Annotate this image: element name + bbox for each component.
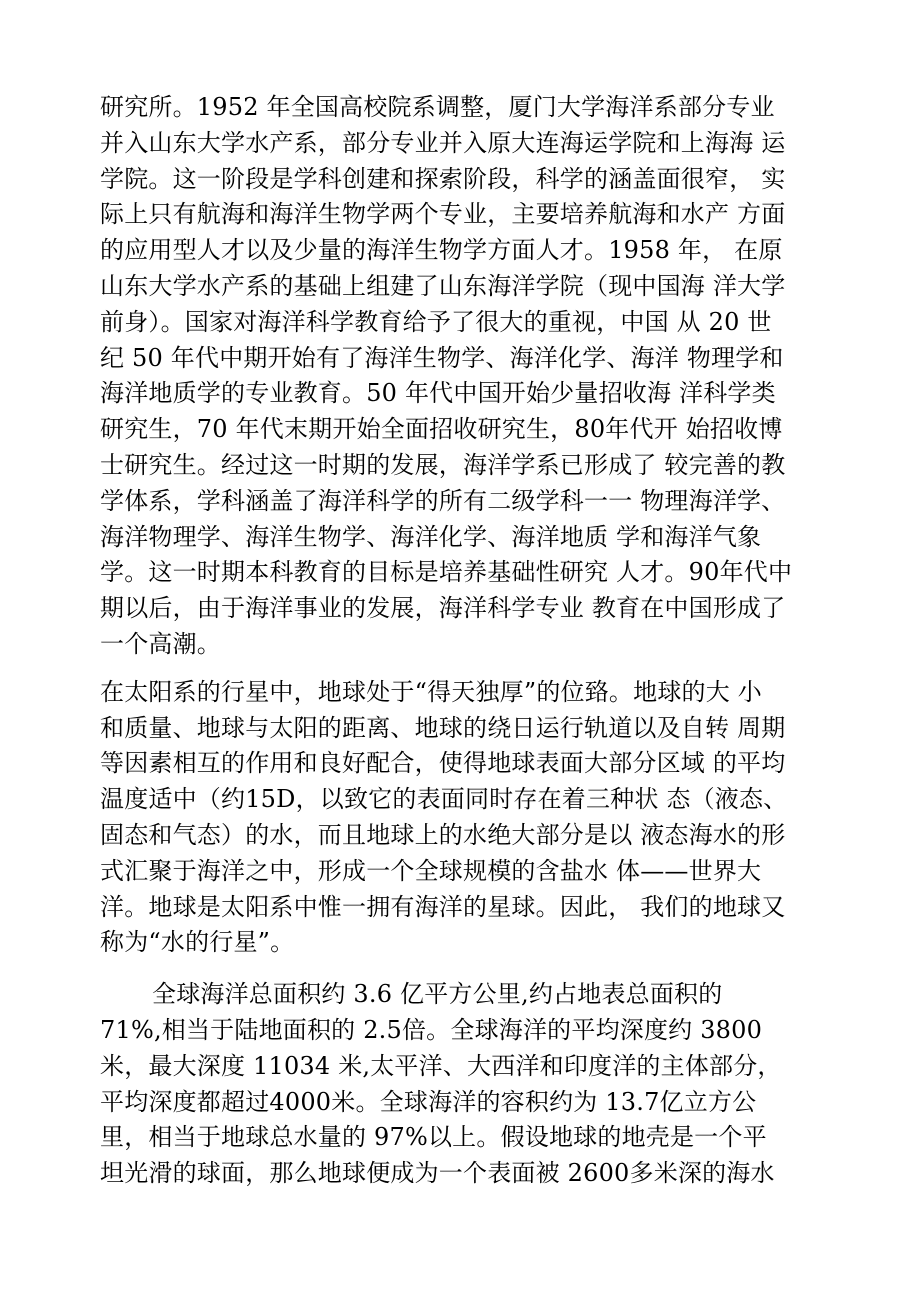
- text-line: 洋。地球是太阳系中惟一拥有海洋的星球。因此， 我们的地球又: [100, 892, 786, 921]
- text-line: 全球海洋总面积约 3.6 亿平方公里,约占地表总面积的: [152, 980, 723, 1009]
- text-line: 米，最大深度 11034 米,太平洋、大西洋和印度洋的主体部分，: [100, 1051, 782, 1080]
- text-line: 前身）。国家对海洋科学教育给予了很大的重视，中国 从 20 世: [100, 307, 772, 336]
- paragraph-water-planet: [100, 675, 820, 961]
- text-line: 海洋物理学、海洋生物学、海洋化学、海洋地质 学和海洋气象: [100, 522, 762, 551]
- text-line: 坦光滑的球面，那么地球便成为一个表面被 2600多米深的海水: [100, 1159, 775, 1188]
- text-line: 的应用型人才以及少量的海洋生物学方面人才。1958 年， 在原: [100, 236, 783, 265]
- text-line: 期以后，由于海洋事业的发展，海洋科学专业 教育在中国形成了: [100, 594, 786, 623]
- text-line: 研究生，70 年代末期开始全面招收研究生，80年代开 始招收博: [100, 415, 783, 444]
- text-line: 士研究生。经过这一时期的发展，海洋学系已形成了 较完善的教: [100, 450, 786, 479]
- text-line: 里，相当于地球总水量的 97%以上。假设地球的地壳是一个平: [100, 1123, 767, 1152]
- text-line: 山东大学水产系的基础上组建了山东海洋学院（现中国海 洋大学: [100, 271, 786, 300]
- text-line: 纪 50 年代中期开始有了海洋生物学、海洋化学、海洋 物理学和: [100, 343, 784, 372]
- text-line: 称为“水的行星”。: [100, 928, 295, 957]
- document-page: [100, 90, 820, 1192]
- text-line: 研究所。1952 年全国高校院系调整，厦门大学海洋系部分专业: [100, 93, 775, 121]
- text-line: 学。这一时期本科教育的目标是培养基础性研究 人才。90年代中: [100, 558, 793, 587]
- text-line: 平均深度都超过4000米。全球海洋的容积约为 13.7亿立方公: [100, 1087, 757, 1116]
- text-line: 固态和气态）的水，而且地球上的水绝大部分是以 液态海水的形: [100, 820, 786, 849]
- text-line: 一个高潮。: [100, 629, 221, 658]
- text-line: 温度适中（约15D，以致它的表面同时存在着三种状 态（液态、: [100, 785, 788, 814]
- text-line: 学体系，学科涵盖了海洋科学的所有二级学科一一 物理海洋学、: [100, 486, 786, 515]
- text-line: 海洋地质学的专业教育。50 年代中国开始少量招收海 洋科学类: [100, 379, 776, 408]
- text-line: 等因素相互的作用和良好配合，使得地球表面大部分区域 的平均: [100, 749, 786, 778]
- paragraph-ocean-education-history: [100, 90, 820, 663]
- text-line: 在太阳系的行星中，地球处于“得天独厚”的位臵。地球的大 小: [100, 677, 762, 706]
- text-line: 和质量、地球与太阳的距离、地球的绕日运行轨道以及自转 周期: [100, 713, 786, 742]
- text-line: 际上只有航海和海洋生物学两个专业，主要培养航海和水产 方面: [100, 200, 786, 229]
- text-line: 并入山东大学水产系，部分专业并入原大连海运学院和上海海 运: [100, 128, 786, 157]
- text-line: 学院。这一阶段是学科创建和探索阶段，科学的涵盖面很窄， 实: [100, 164, 786, 193]
- text-line: 71%,相当于陆地面积的 2.5倍。全球海洋的平均深度约 3800: [100, 1015, 763, 1044]
- paragraph-ocean-statistics: [100, 977, 820, 1192]
- text-line: 式汇聚于海洋之中，形成一个全球规模的含盐水 体——世界大: [100, 856, 762, 885]
